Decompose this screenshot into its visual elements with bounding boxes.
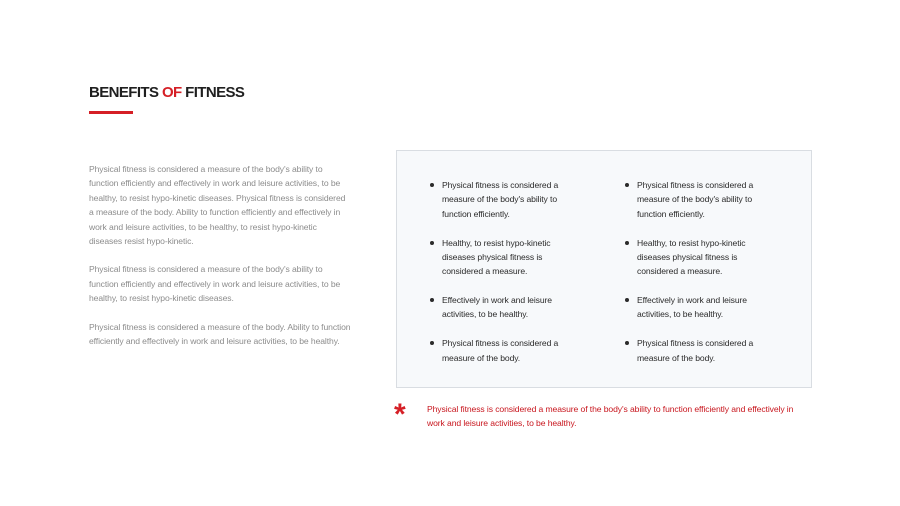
list-item: Physical fitness is considered a measure of the body. — [430, 336, 580, 365]
note-text: Physical fitness is considered a measure of the body's ability to function efficiently and effectively in work and leisure activities, to be healthy. — [427, 404, 794, 429]
list-item: Physical fitness is considered a measure of the body's ability to function efficiently. — [625, 178, 775, 221]
list-item: Healthy, to resist hypo-kinetic diseases physical fitness is considered a measure. — [430, 236, 580, 279]
intro-paragraph-2: Physical fitness is considered a measure of the body's ability to function efficiently and effectively in work and leisure activities, to be healthy, to resist hypo-kinetic diseases. — [89, 264, 341, 304]
intro-text-column — [89, 162, 351, 362]
asterisk-icon: * — [394, 398, 406, 431]
title-part-1: BENEFITS — [89, 84, 162, 101]
list-item: Effectively in work and leisure activities, to be healthy. — [625, 293, 775, 322]
title-part-2: FITNESS — [181, 84, 245, 101]
list-item: Physical fitness is considered a measure of the body's ability to function efficiently. — [430, 178, 580, 221]
list-item: Healthy, to resist hypo-kinetic diseases physical fitness is considered a measure. — [625, 236, 775, 279]
benefits-list-right — [625, 178, 775, 379]
title-underline — [89, 111, 133, 114]
intro-paragraph-1: Physical fitness is considered a measure of the body's ability to function efficiently and effectively in work and leisure activities, to be healthy, to resist hypo-kinetic diseases. Physical fitness is considered a measure of the body. Ability to function efficiently and effectively in work and leisure activities, to be healthy, to resist hypo-kinetic diseases resist hypo-kinetic. — [89, 164, 346, 247]
benefits-list-left — [430, 178, 580, 379]
title-accent: OF — [161, 84, 182, 101]
page-title — [89, 84, 244, 101]
benefits-box — [396, 150, 812, 388]
list-item: Physical fitness is considered a measure of the body. — [625, 336, 775, 365]
list-item: Effectively in work and leisure activities, to be healthy. — [430, 293, 580, 322]
intro-paragraph-3: Physical fitness is considered a measure of the body. Ability to function efficiently and effectively in work and leisure activities, to be healthy. — [89, 321, 351, 347]
